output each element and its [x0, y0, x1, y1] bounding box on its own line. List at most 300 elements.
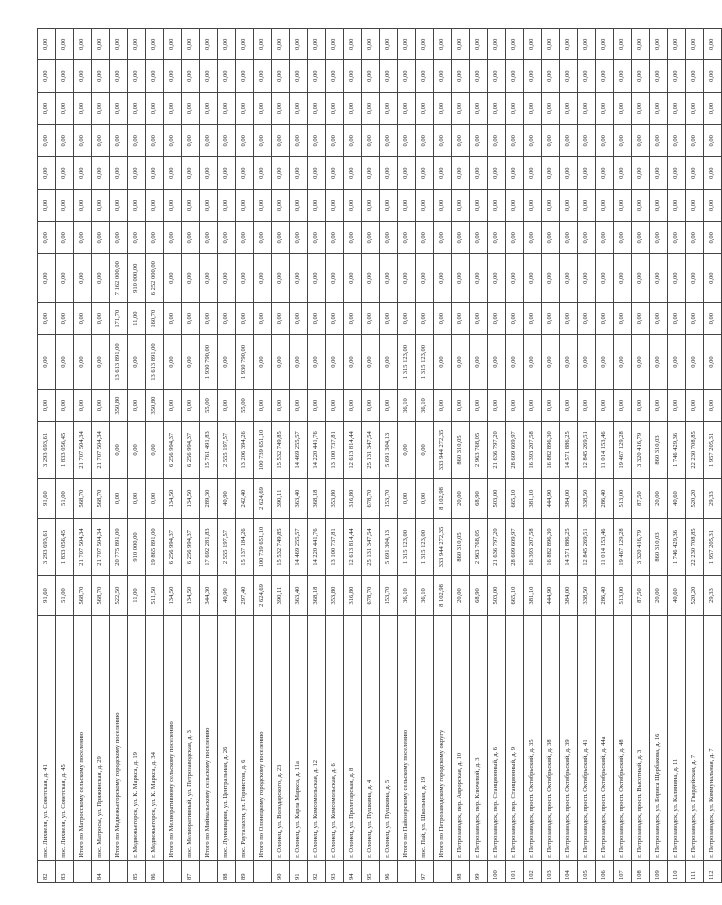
cell-total: 22 230 708,85 — [686, 519, 704, 576]
cell-zero: 0,00 — [128, 29, 146, 61]
cell-c5: 0,00 — [74, 302, 92, 334]
cell-zero: 0,00 — [596, 29, 614, 61]
cell-zero: 0,00 — [290, 189, 308, 221]
cell-c6: 0,00 — [362, 254, 380, 303]
cell-no — [398, 860, 416, 882]
cell-zero: 0,00 — [470, 189, 488, 221]
cell-zero: 0,00 — [74, 60, 92, 92]
cell-zero: 0,00 — [146, 157, 164, 189]
cell-zero: 0,00 — [704, 189, 722, 221]
cell-no: 101 — [506, 860, 524, 882]
cell-c4: 0,00 — [344, 335, 362, 390]
cell-c5: 0,00 — [632, 302, 650, 334]
cell-zero: 0,00 — [362, 157, 380, 189]
cell-zero: 0,00 — [92, 29, 110, 61]
cell-zero: 0,00 — [362, 125, 380, 157]
cell-zero: 0,00 — [434, 125, 452, 157]
cell-c1: 368,18 — [308, 478, 326, 518]
cell-zero: 0,00 — [524, 125, 542, 157]
cell-c6: 0,00 — [254, 254, 272, 303]
cell-c3: 0,00 — [218, 389, 236, 421]
cell-zero: 0,00 — [686, 29, 704, 61]
cell-name: г. Олонец, ул. Комсомольская, д. 12 — [308, 616, 326, 861]
cell-c5: 0,00 — [578, 302, 596, 334]
cell-area: 51,00 — [56, 575, 74, 615]
cell-c6: 0,00 — [614, 254, 632, 303]
cell-zero: 0,00 — [416, 92, 434, 124]
cell-total: 5 691 304,13 — [380, 519, 398, 576]
cell-c3: 55,00 — [236, 389, 254, 421]
cell-c4: 0,00 — [560, 335, 578, 390]
cell-zero: 0,00 — [290, 222, 308, 254]
cell-area: 2 624,69 — [254, 575, 272, 615]
cell-c4: 0,00 — [596, 335, 614, 390]
cell-zero: 0,00 — [164, 29, 182, 61]
table-row — [56, 29, 74, 883]
cell-no: 90 — [272, 860, 290, 882]
cell-zero: 0,00 — [182, 92, 200, 124]
table-row — [560, 29, 578, 883]
cell-name: г. Олонец, ул. Карла Маркса, д. 11а — [290, 616, 308, 861]
cell-zero: 0,00 — [254, 29, 272, 61]
cell-c5: 0,00 — [254, 302, 272, 334]
cell-zero: 0,00 — [596, 125, 614, 157]
table-row — [74, 29, 92, 883]
cell-zero: 0,00 — [668, 125, 686, 157]
cell-zero: 0,00 — [560, 222, 578, 254]
cell-zero: 0,00 — [218, 92, 236, 124]
cell-zero: 0,00 — [452, 125, 470, 157]
cell-c2: 12 845 269,51 — [578, 422, 596, 479]
cell-zero: 0,00 — [380, 189, 398, 221]
cell-zero: 0,00 — [236, 60, 254, 92]
cell-name: г. Петрозаводск, просп. Октябрьский, д. 39 — [560, 616, 578, 861]
cell-zero: 0,00 — [416, 157, 434, 189]
cell-name: пос. Рауталахти, ул. Горнистов, д. 6 — [236, 616, 254, 861]
cell-zero: 0,00 — [344, 60, 362, 92]
cell-zero: 0,00 — [344, 157, 362, 189]
cell-zero: 0,00 — [110, 29, 128, 61]
cell-zero: 0,00 — [416, 189, 434, 221]
cell-c3: 0,00 — [74, 389, 92, 421]
cell-area: 503,00 — [488, 575, 506, 615]
cell-zero: 0,00 — [182, 125, 200, 157]
cell-c1: 384,00 — [560, 478, 578, 518]
cell-c1: 29,33 — [704, 478, 722, 518]
table-row — [254, 29, 272, 883]
cell-zero: 0,00 — [542, 92, 560, 124]
cell-zero: 0,00 — [56, 157, 74, 189]
cell-zero: 0,00 — [668, 92, 686, 124]
cell-c4: 13 613 891,00 — [146, 335, 164, 390]
cell-c6: 0,00 — [506, 254, 524, 303]
cell-total: 1 315 123,00 — [398, 519, 416, 576]
table-row — [524, 29, 542, 883]
cell-total: 1 833 056,45 — [56, 519, 74, 576]
cell-zero: 0,00 — [668, 189, 686, 221]
cell-c6: 0,00 — [290, 254, 308, 303]
cell-zero: 0,00 — [632, 29, 650, 61]
cell-area: 511,50 — [146, 575, 164, 615]
cell-c5: 0,00 — [182, 302, 200, 334]
cell-zero: 0,00 — [524, 92, 542, 124]
cell-zero: 0,00 — [56, 60, 74, 92]
cell-zero: 0,00 — [578, 60, 596, 92]
cell-total: 15 532 749,85 — [272, 519, 290, 576]
cell-c3: 0,00 — [326, 389, 344, 421]
cell-zero: 0,00 — [488, 157, 506, 189]
cell-no: 106 — [596, 860, 614, 882]
cell-no: 85 — [128, 860, 146, 882]
cell-zero: 0,00 — [686, 92, 704, 124]
table-row — [434, 29, 452, 883]
cell-zero: 0,00 — [380, 92, 398, 124]
cell-no: 87 — [182, 860, 200, 882]
table-row — [650, 29, 668, 883]
cell-c2: 1 833 056,45 — [56, 422, 74, 479]
cell-c5: 0,00 — [56, 302, 74, 334]
cell-zero: 0,00 — [434, 92, 452, 124]
cell-no: 107 — [614, 860, 632, 882]
cell-name: г. Олонец, ул. Володарского, д. 23 — [272, 616, 290, 861]
cell-c2: 1 746 429,36 — [668, 422, 686, 479]
cell-zero: 0,00 — [344, 29, 362, 61]
cell-c5: 0,00 — [650, 302, 668, 334]
cell-name: Итого по Матросскому сельскому поселению — [74, 616, 92, 861]
cell-no: 102 — [524, 860, 542, 882]
cell-c4: 1 930 790,00 — [200, 335, 218, 390]
cell-name: г. Медвежьегорск, ул. К. Маркса, д. 19 — [128, 616, 146, 861]
cell-area: 134,50 — [164, 575, 182, 615]
table-row — [488, 29, 506, 883]
cell-c6: 0,00 — [416, 254, 434, 303]
cell-c6: 0,00 — [308, 254, 326, 303]
cell-zero: 0,00 — [146, 92, 164, 124]
cell-zero: 0,00 — [218, 60, 236, 92]
cell-total: 15 137 184,26 — [236, 519, 254, 576]
cell-c1: 51,00 — [56, 478, 74, 518]
cell-name: г. Петрозаводск, пер. Аврорская, д. 10 — [452, 616, 470, 861]
cell-zero: 0,00 — [236, 125, 254, 157]
cell-zero: 0,00 — [344, 222, 362, 254]
cell-zero: 0,00 — [92, 92, 110, 124]
cell-no: 86 — [146, 860, 164, 882]
cell-c6: 0,00 — [686, 254, 704, 303]
cell-total: 860 310,05 — [452, 519, 470, 576]
cell-c4: 0,00 — [686, 335, 704, 390]
cell-zero: 0,00 — [362, 189, 380, 221]
table-row — [110, 29, 128, 883]
cell-area: 665,10 — [506, 575, 524, 615]
cell-c2: 2 555 197,57 — [218, 422, 236, 479]
cell-name: г. Петрозаводск, ул. Гвардейская, д. 7 — [686, 616, 704, 861]
cell-zero: 0,00 — [74, 222, 92, 254]
cell-zero: 0,00 — [398, 157, 416, 189]
cell-area: 522,50 — [110, 575, 128, 615]
cell-c4: 0,00 — [632, 335, 650, 390]
cell-name: Итого по Медвежьегорскому городскому поселению — [110, 616, 128, 861]
cell-zero: 0,00 — [542, 157, 560, 189]
cell-zero: 0,00 — [524, 189, 542, 221]
cell-c3: 0,00 — [128, 389, 146, 421]
cell-c4: 1 315 123,00 — [398, 335, 416, 390]
cell-c1: 363,40 — [290, 478, 308, 518]
cell-no: 105 — [578, 860, 596, 882]
cell-zero: 0,00 — [614, 29, 632, 61]
cell-c1: 513,00 — [614, 478, 632, 518]
cell-zero: 0,00 — [164, 157, 182, 189]
cell-zero: 0,00 — [614, 157, 632, 189]
cell-c2: 0,00 — [128, 422, 146, 479]
cell-c3: 0,00 — [650, 389, 668, 421]
cell-c2: 21 707 504,34 — [74, 422, 92, 479]
cell-c3: 350,80 — [146, 389, 164, 421]
cell-area: 87,50 — [632, 575, 650, 615]
cell-c1: 20,00 — [452, 478, 470, 518]
cell-zero: 0,00 — [596, 92, 614, 124]
cell-area: 363,40 — [290, 575, 308, 615]
cell-no: 96 — [380, 860, 398, 882]
table-row — [578, 29, 596, 883]
cell-zero: 0,00 — [272, 60, 290, 92]
cell-c1: 0,00 — [110, 478, 128, 518]
cell-c6: 0,00 — [704, 254, 722, 303]
cell-zero: 0,00 — [560, 60, 578, 92]
cell-zero: 0,00 — [434, 60, 452, 92]
cell-zero: 0,00 — [290, 125, 308, 157]
cell-c5: 160,70 — [146, 302, 164, 334]
cell-c1: 0,00 — [128, 478, 146, 518]
cell-zero: 0,00 — [38, 29, 56, 61]
cell-zero: 0,00 — [686, 125, 704, 157]
cell-area: 36,10 — [416, 575, 434, 615]
cell-c4: 0,00 — [650, 335, 668, 390]
cell-c1: 134,50 — [182, 478, 200, 518]
cell-c1: 678,70 — [362, 478, 380, 518]
cell-zero: 0,00 — [272, 29, 290, 61]
cell-zero: 0,00 — [128, 157, 146, 189]
cell-zero: 0,00 — [182, 222, 200, 254]
cell-zero: 0,00 — [290, 157, 308, 189]
cell-total: 17 692 281,83 — [200, 519, 218, 576]
cell-zero: 0,00 — [470, 29, 488, 61]
table-row — [200, 29, 218, 883]
cell-c5: 0,00 — [164, 302, 182, 334]
cell-zero: 0,00 — [182, 29, 200, 61]
cell-area: 8 102,98 — [434, 575, 452, 615]
cell-c3: 0,00 — [254, 389, 272, 421]
cell-no: 88 — [218, 860, 236, 882]
cell-c5: 0,00 — [452, 302, 470, 334]
cell-c5: 0,00 — [506, 302, 524, 334]
cell-area: 134,50 — [182, 575, 200, 615]
cell-total: 25 131 347,54 — [362, 519, 380, 576]
cell-no: 94 — [344, 860, 362, 882]
cell-c6: 0,00 — [668, 254, 686, 303]
cell-c1: 40,60 — [668, 478, 686, 518]
cell-zero: 0,00 — [416, 29, 434, 61]
cell-c6: 0,00 — [74, 254, 92, 303]
cell-zero: 0,00 — [200, 189, 218, 221]
cell-zero: 0,00 — [254, 60, 272, 92]
cell-zero: 0,00 — [650, 189, 668, 221]
cell-zero: 0,00 — [326, 222, 344, 254]
table-row — [380, 29, 398, 883]
cell-total: 14 469 255,57 — [290, 519, 308, 576]
cell-c2: 13 100 737,81 — [326, 422, 344, 479]
cell-zero: 0,00 — [344, 125, 362, 157]
cell-c6: 0,00 — [236, 254, 254, 303]
cell-c3: 0,00 — [38, 389, 56, 421]
cell-c1: 20,00 — [650, 478, 668, 518]
table-row — [308, 29, 326, 883]
cell-zero: 0,00 — [38, 157, 56, 189]
cell-c3: 0,00 — [542, 389, 560, 421]
cell-c2: 333 944 272,35 — [434, 422, 452, 479]
cell-total: 333 944 272,35 — [434, 519, 452, 576]
cell-c4: 0,00 — [326, 335, 344, 390]
cell-c5: 0,00 — [614, 302, 632, 334]
cell-c3: 0,00 — [524, 389, 542, 421]
cell-zero: 0,00 — [362, 92, 380, 124]
cell-total: 3 320 416,79 — [632, 519, 650, 576]
cell-zero: 0,00 — [128, 92, 146, 124]
cell-area: 153,70 — [380, 575, 398, 615]
cell-zero: 0,00 — [308, 157, 326, 189]
cell-c2: 2 963 768,05 — [470, 422, 488, 479]
cell-area: 36,10 — [398, 575, 416, 615]
cell-c2: 14 220 441,76 — [308, 422, 326, 479]
cell-total: 28 609 609,97 — [506, 519, 524, 576]
cell-area: 381,10 — [524, 575, 542, 615]
cell-c3: 0,00 — [668, 389, 686, 421]
cell-zero: 0,00 — [38, 92, 56, 124]
cell-name: г. Петрозаводск, пер. Станционный, д. 9 — [506, 616, 524, 861]
cell-name: г. Петрозаводск, ул. Калинина, д. 11 — [668, 616, 686, 861]
table-row — [272, 29, 290, 883]
cell-c1: 289,30 — [200, 478, 218, 518]
cell-c1: 134,50 — [164, 478, 182, 518]
cell-total: 14 571 886,25 — [560, 519, 578, 576]
cell-zero: 0,00 — [686, 222, 704, 254]
cell-zero: 0,00 — [74, 157, 92, 189]
cell-zero: 0,00 — [704, 29, 722, 61]
cell-area: 344,30 — [200, 575, 218, 615]
cell-name: Итого по Мийнальскому сельскому поселению — [200, 616, 218, 861]
table-row — [416, 29, 434, 883]
cell-zero: 0,00 — [452, 222, 470, 254]
cell-c3: 0,00 — [56, 389, 74, 421]
cell-c3: 0,00 — [164, 389, 182, 421]
cell-zero: 0,00 — [56, 222, 74, 254]
cell-zero: 0,00 — [488, 125, 506, 157]
cell-c3: 36,10 — [416, 389, 434, 421]
cell-c3: 0,00 — [506, 389, 524, 421]
cell-c6: 0,00 — [578, 254, 596, 303]
cell-no: 100 — [488, 860, 506, 882]
cell-total: 1 957 205,31 — [704, 519, 722, 576]
cell-zero: 0,00 — [578, 29, 596, 61]
cell-no: 93 — [326, 860, 344, 882]
cell-zero: 0,00 — [380, 222, 398, 254]
table-row — [344, 29, 362, 883]
cell-c1: 390,11 — [272, 478, 290, 518]
cell-zero: 0,00 — [200, 60, 218, 92]
cell-zero: 0,00 — [272, 157, 290, 189]
cell-zero: 0,00 — [254, 157, 272, 189]
cell-c5: 0,00 — [398, 302, 416, 334]
cell-total: 6 256 994,37 — [164, 519, 182, 576]
cell-zero: 0,00 — [128, 60, 146, 92]
cell-zero: 0,00 — [326, 29, 344, 61]
cell-area: 40,60 — [668, 575, 686, 615]
cell-c2: 100 739 651,10 — [254, 422, 272, 479]
cell-c1: 444,90 — [542, 478, 560, 518]
cell-zero: 0,00 — [92, 157, 110, 189]
cell-c1: 242,40 — [236, 478, 254, 518]
cell-zero: 0,00 — [614, 60, 632, 92]
cell-c2: 860 310,03 — [650, 422, 668, 479]
cell-c1: 568,70 — [74, 478, 92, 518]
cell-name: Итого по Мелиоративному сельскому поселению — [164, 616, 182, 861]
cell-c2: 6 256 994,37 — [164, 422, 182, 479]
cell-zero: 0,00 — [38, 189, 56, 221]
cell-zero: 0,00 — [668, 60, 686, 92]
cell-c4: 0,00 — [470, 335, 488, 390]
cell-name: пос. Лиxвеля, ул. Советская, д. 41 — [38, 616, 56, 861]
cell-c1: 286,40 — [596, 478, 614, 518]
cell-c5: 0,00 — [200, 302, 218, 334]
cell-zero: 0,00 — [668, 29, 686, 61]
cell-zero: 0,00 — [272, 92, 290, 124]
cell-zero: 0,00 — [452, 29, 470, 61]
cell-c4: 0,00 — [272, 335, 290, 390]
cell-c5: 171,70 — [110, 302, 128, 334]
cell-zero: 0,00 — [560, 189, 578, 221]
table-row — [164, 29, 182, 883]
cell-total: 12 613 814,44 — [344, 519, 362, 576]
cell-total: 13 100 737,81 — [326, 519, 344, 576]
cell-zero: 0,00 — [650, 222, 668, 254]
cell-c3: 0,00 — [308, 389, 326, 421]
cell-zero: 0,00 — [56, 189, 74, 221]
cell-zero: 0,00 — [614, 222, 632, 254]
cell-zero: 0,00 — [506, 189, 524, 221]
cell-c1: 568,70 — [92, 478, 110, 518]
cell-zero: 0,00 — [128, 125, 146, 157]
cell-no: 91 — [290, 860, 308, 882]
cell-zero: 0,00 — [560, 29, 578, 61]
cell-c3: 0,00 — [686, 389, 704, 421]
cell-zero: 0,00 — [596, 222, 614, 254]
cell-total: 910 000,00 — [128, 519, 146, 576]
cell-zero: 0,00 — [506, 157, 524, 189]
cell-zero: 0,00 — [506, 222, 524, 254]
table-row — [506, 29, 524, 883]
cell-name: пос. Пай, ул. Школьная, д. 19 — [416, 616, 434, 861]
cell-zero: 0,00 — [578, 189, 596, 221]
cell-c3: 0,00 — [632, 389, 650, 421]
cell-zero: 0,00 — [524, 157, 542, 189]
cell-zero: 0,00 — [398, 29, 416, 61]
cell-zero: 0,00 — [74, 29, 92, 61]
cell-c5: 0,00 — [290, 302, 308, 334]
cell-zero: 0,00 — [632, 125, 650, 157]
cell-c4: 0,00 — [254, 335, 272, 390]
cell-zero: 0,00 — [614, 125, 632, 157]
cell-zero: 0,00 — [434, 189, 452, 221]
table-row — [38, 29, 56, 883]
